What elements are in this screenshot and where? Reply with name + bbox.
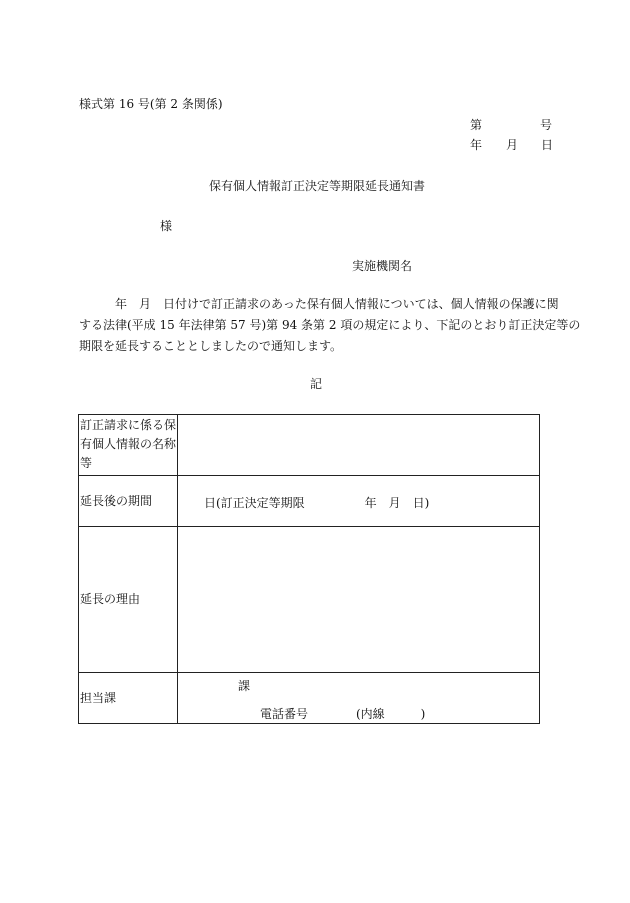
date-year-label: 年	[470, 138, 483, 152]
body-line-1-text: 年 月 日付けで訂正請求のあった保有個人情報については、個人情報の保護に関	[115, 297, 559, 311]
row-label-reason: 延長の理由	[80, 592, 141, 606]
extended-period-value: 日(訂正決定等期限 年 月 日)	[204, 496, 430, 510]
row-label-period: 延長後の期間	[80, 494, 153, 508]
section-name-suffix: 課	[238, 679, 251, 693]
ki-heading: 記	[310, 377, 323, 391]
table-row-reason	[79, 526, 539, 672]
body-line-3: 期限を延長することとしましたので通知します。	[79, 339, 343, 353]
label-cell	[79, 476, 178, 526]
body-line-2: する法律(平成 15 年法律第 57 号)第 94 条第 2 項の規定により、下記のとおり訂正決定等の	[79, 318, 581, 332]
table-row-section	[79, 672, 539, 724]
row-label-section: 担当課	[80, 691, 117, 705]
record-table	[78, 414, 540, 724]
agency-label: 実施機関名	[352, 259, 413, 273]
date-day-label: 日	[541, 138, 554, 152]
label-cell	[79, 673, 178, 724]
label-cell	[79, 527, 178, 672]
document-number-suffix: 号	[540, 118, 553, 132]
phone-extension-line: 電話番号 (内線 )	[260, 707, 426, 721]
label-cell	[79, 415, 178, 475]
date-month-label: 月	[506, 138, 519, 152]
form-number: 様式第 16 号(第 2 条関係)	[79, 97, 223, 111]
document-number-prefix: 第	[470, 118, 483, 132]
body-indent	[79, 297, 115, 311]
body-line-1	[79, 297, 559, 311]
addressee-suffix: 様	[160, 219, 173, 233]
table-row-period	[79, 475, 539, 526]
table-row-name	[79, 415, 539, 475]
document-title: 保有個人情報訂正決定等期限延長通知書	[209, 179, 426, 193]
row-label-name: 訂正請求に係る保有個人情報の名称等	[80, 418, 177, 470]
